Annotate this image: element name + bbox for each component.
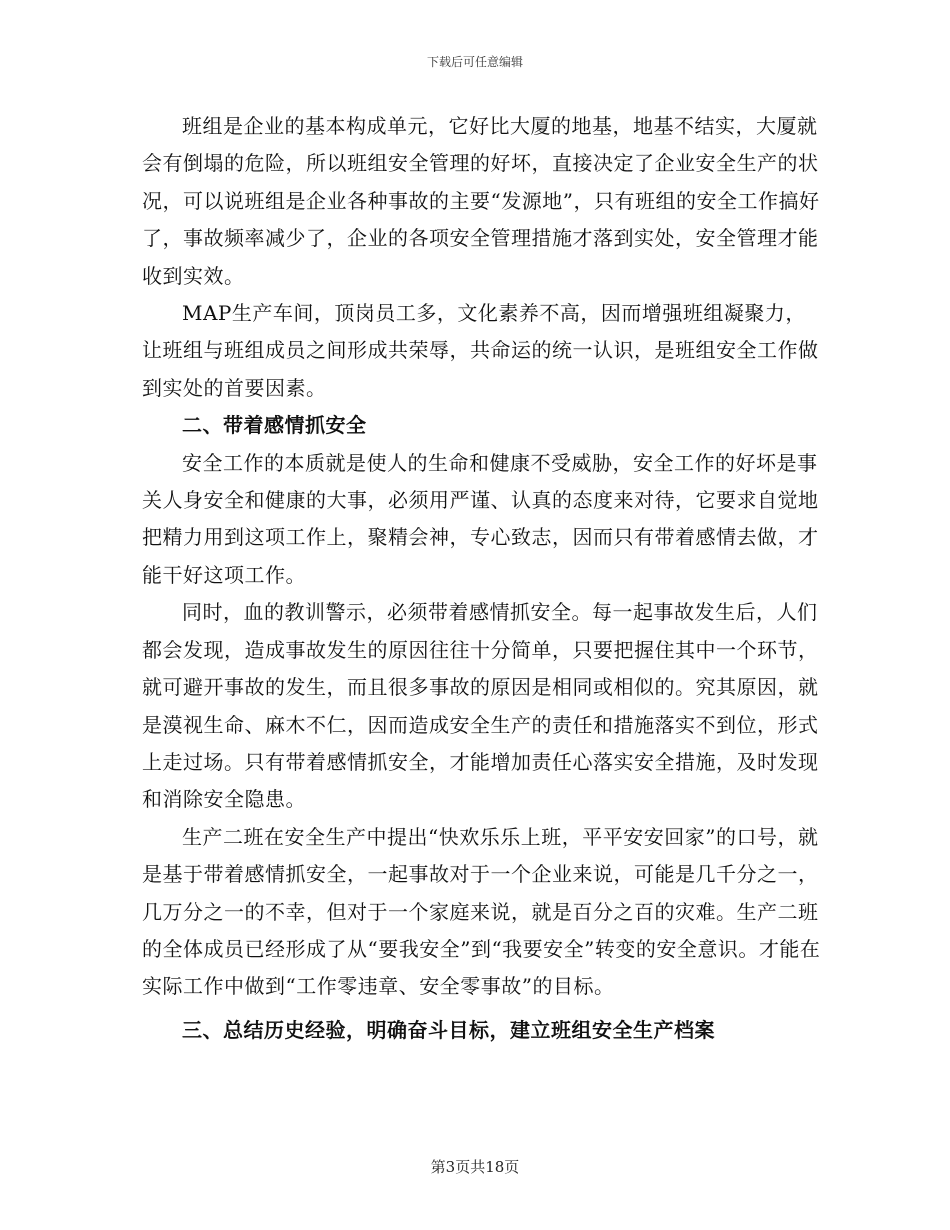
- page-number: 第3页共18页: [430, 1158, 520, 1176]
- page-header: 下载后可任意编辑: [426, 55, 523, 69]
- paragraph-map-workshop: MAP生产车间，顶岗员工多，文化素养不高，因而增强班组凝聚力，让班组与班组成员之间形成共荣辱，共命运的统一认识，是班组安全工作做到实处的首要因素。: [142, 301, 819, 400]
- document-body: [142, 108, 822, 1049]
- paragraph-team-foundation: 班组是企业的基本构成单元，它好比大厦的地基，地基不结实，大厦就会有倒塌的危险，所以班组安全管理的好坏，直接决定了企业安全生产的状况，可以说班组是企业各种事故的主要“发源地”，只有班组的安全工作搞好了，事故频率减少了，企业的各项安全管理措施才落到实处，安全管理才能收到实效。: [142, 114, 820, 288]
- paragraph-team-two-slogan: 生产二班在安全生产中提出“快欢乐乐上班，平平安安回家”的口号，就是基于带着感情抓安全，一起事故对于一个企业来说，可能是几千分之一，几万分之一的不幸，但对于一个家庭来说，就是百分之百的灾难。生产二班的全体成员已经形成了从“要我安全”到“我要安全”转变的安全意识。才能在实际工作中做到“工作零违章、安全零事故”的目标。: [142, 824, 821, 999]
- paragraph-blood-lessons: 同时，血的教训警示，必须带着感情抓安全。每一起事故发生后，人们都会发现，造成事故发生的原因往往十分简单，只要把握住其中一个环节，就可避开事故的发生，而且很多事故的原因是相同或相似的。究其原因，就是漠视生命、麻木不仁，因而造成安全生产的责任和措施落实不到位，形式上走过场。只有带着感情抓安全，才能增加责任心落实安全措施，及时发现和消除安全隐患。: [142, 600, 819, 812]
- section-heading-3: 三、总结历史经验，明确奋斗目标，建立班组安全生产档案: [182, 1017, 715, 1042]
- section-heading-2: 二、带着感情抓安全: [182, 413, 367, 438]
- paragraph-safety-essence: 安全工作的本质就是使人的生命和健康不受威胁，安全工作的好坏是事关人身安全和健康的大事，必须用严谨、认真的态度来对待，它要求自觉地把精力用到这项工作上，聚精会神，专心致志，因而只有带着感情去做，才能干好这项工作。: [142, 450, 819, 587]
